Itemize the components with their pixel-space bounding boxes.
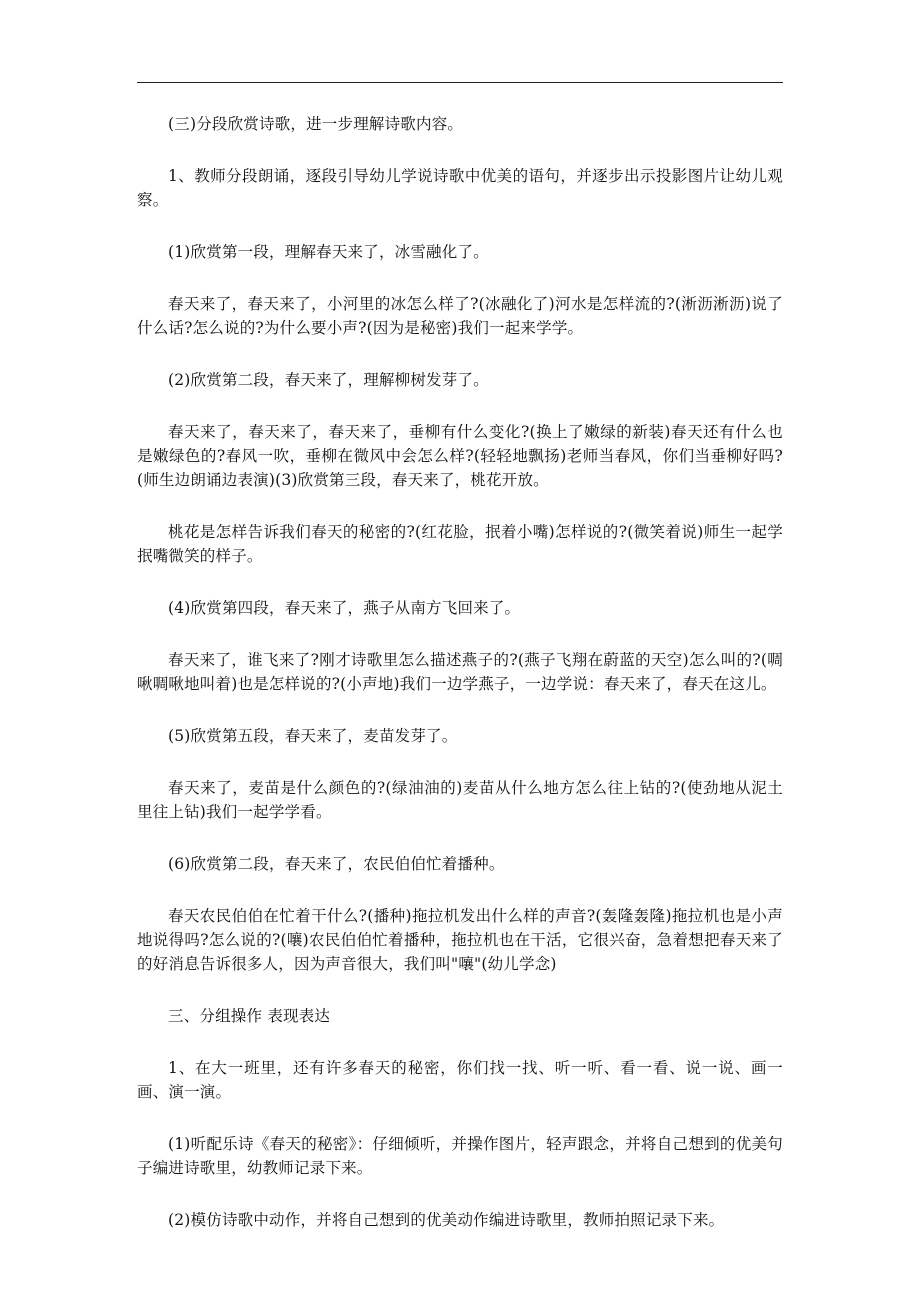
paragraph-teacher-recitation: 1、教师分段朗诵，逐段引导幼儿学说诗歌中优美的语句，并逐步出示投影图片让幼儿观察。 bbox=[137, 167, 783, 209]
section-heading-group-activity: 三、分组操作 表现表达 bbox=[168, 1007, 331, 1025]
paragraph-group-intro: 1、在大一班里，还有许多春天的秘密，你们找一找、听一听、看一看、说一说、画一画、演一演。 bbox=[137, 1059, 783, 1101]
paragraph-stanza-2-heading: (2)欣赏第二段，春天来了，理解柳树发芽了。 bbox=[168, 371, 489, 389]
document-body bbox=[137, 112, 783, 1260]
paragraph-stanza-6-heading: (6)欣赏第二段，春天来了，农民伯伯忙着播种。 bbox=[168, 855, 505, 873]
paragraph-activity-imitate: (2)模仿诗歌中动作，并将自己想到的优美动作编进诗歌里，教师拍照记录下来。 bbox=[168, 1211, 725, 1229]
header-rule bbox=[137, 82, 783, 83]
paragraph-stanza-1-heading: (1)欣赏第一段，理解春天来了，冰雪融化了。 bbox=[168, 243, 489, 261]
paragraph-stanza-6-body: 春天农民伯伯在忙着干什么?(播种)拖拉机发出什么样的声音?(轰隆轰隆)拖拉机也是小声地说得吗?怎么说的?(嚷)农民伯伯忙着播种，拖拉机也在干活，它很兴奋，急着想把春天来了的好消息告诉很多人，因为声音很大，我们叫"嚷"(幼儿学念) bbox=[137, 907, 783, 973]
paragraph-activity-listen: (1)听配乐诗《春天的秘密》：仔细倾听，并操作图片，轻声跟念，并将自己想到的优美句子编进诗歌里，幼教师记录下来。 bbox=[137, 1135, 783, 1177]
paragraph-stanza-1-body: 春天来了，春天来了，小河里的冰怎么样了?(冰融化了)河水是怎样流的?(淅沥淅沥)说了什么话?怎么说的?为什么要小声?(因为是秘密)我们一起来学学。 bbox=[137, 295, 783, 337]
paragraph-stanza-4-heading: (4)欣赏第四段，春天来了，燕子从南方飞回来了。 bbox=[168, 599, 521, 617]
paragraph-stanza-5-heading: (5)欣赏第五段，春天来了，麦苗发芽了。 bbox=[168, 727, 458, 745]
paragraph-stanza-4-body: 春天来了，谁飞来了?刚才诗歌里怎么描述燕子的?(燕子飞翔在蔚蓝的天空)怎么叫的?(啁啾啁啾地叫着)也是怎样说的?(小声地)我们一边学燕子，一边学说：春天来了，春天在这儿。 bbox=[137, 651, 783, 693]
paragraph-stanza-5-body: 春天来了，麦苗是什么颜色的?(绿油油的)麦苗从什么地方怎么往上钻的?(使劲地从泥土里往上钻)我们一起学学看。 bbox=[137, 779, 783, 821]
section-heading-appreciate-poem: (三)分段欣赏诗歌，进一步理解诗歌内容。 bbox=[168, 115, 464, 133]
paragraph-stanza-2-body: 春天来了，春天来了，春天来了，垂柳有什么变化?(换上了嫩绿的新装)春天还有什么也是嫩绿色的?春风一吹，垂柳在微风中会怎么样?(轻轻地飘扬)老师当春风，你们当垂柳好吗?(师生边朗诵边表演)(3)欣赏第三段，春天来了，桃花开放。 bbox=[137, 423, 783, 489]
paragraph-stanza-3-body: 桃花是怎样告诉我们春天的秘密的?(红花脸，抿着小嘴)怎样说的?(微笑着说)师生一起学抿嘴微笑的样子。 bbox=[137, 523, 783, 565]
